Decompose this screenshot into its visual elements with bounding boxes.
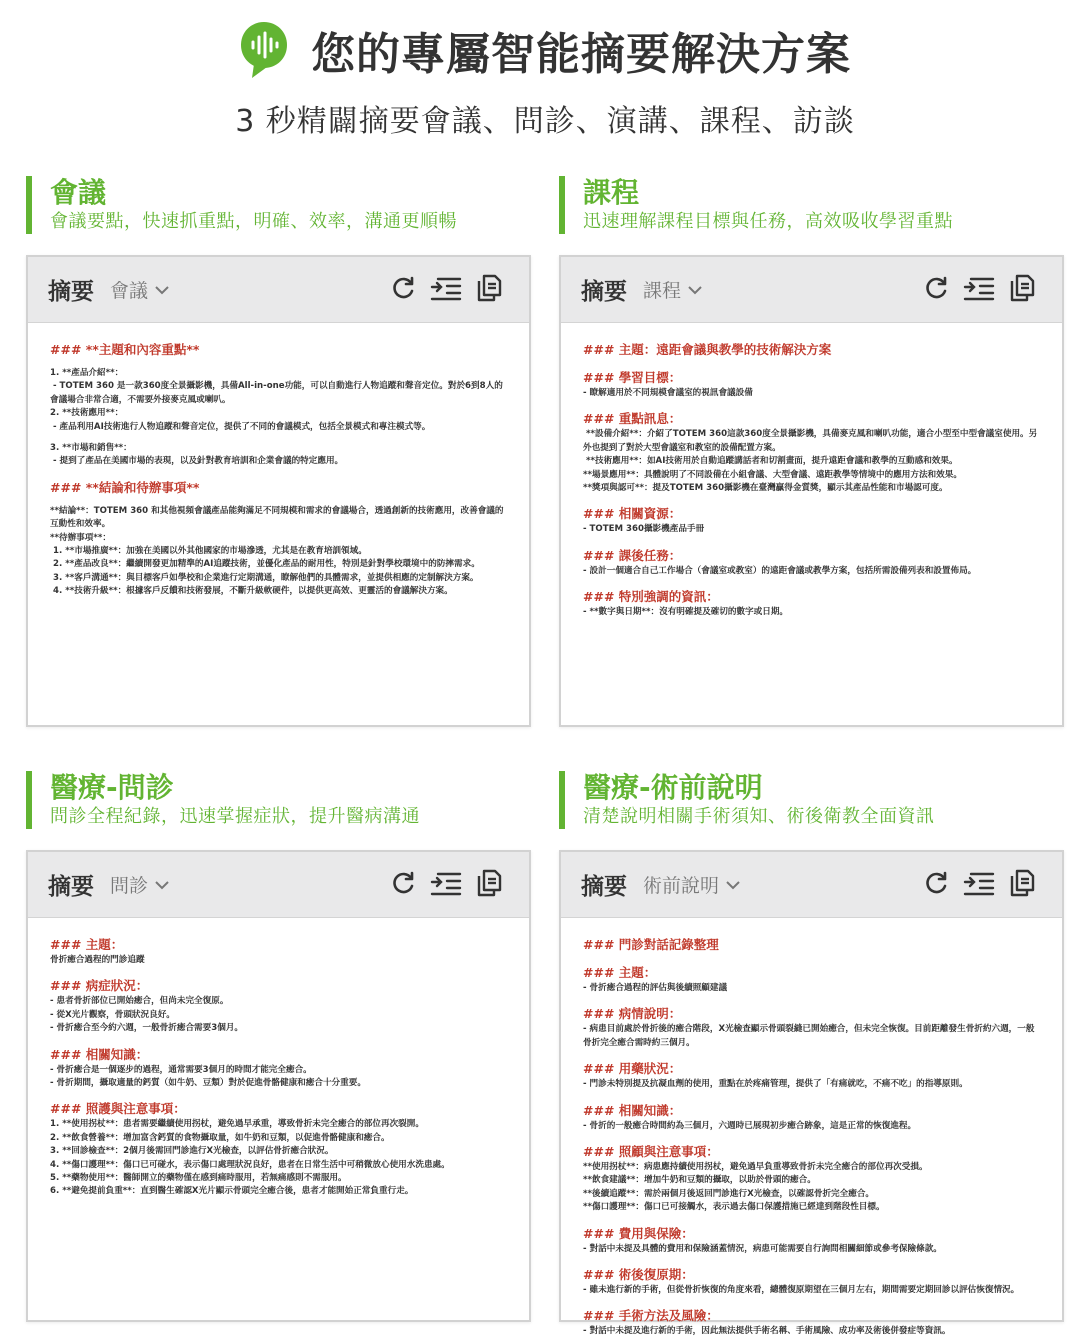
summary-heading: ### 主題： [50,937,124,952]
summary-heading: ### 重點訊息： [583,411,682,427]
summary-paragraph: 骨折癒合過程的門診追蹤 [50,955,145,965]
card-header [561,257,1062,323]
summary-heading: ### 費用與保險： [583,1225,694,1241]
page-subtitle: 3 秒精闢摘要會議、問診、演講、課程、訪談 [235,104,855,139]
summary-heading: ### 特別強調的資訊： [583,589,719,605]
summary-content [561,323,1062,620]
copy-icon[interactable] [1008,273,1036,303]
card-label: 摘要 [48,279,94,305]
summary-heading: ### 相關知識： [50,1046,149,1062]
chevron-down-icon [725,880,741,890]
section-header [26,771,531,829]
summary-heading: ### 門診對話記錄整理 [583,937,719,952]
summary-paragraph: - 骨折癒合是一個逐步的過程，通常需要3個月的時間才能完全癒合。 - 骨折期間，攝取適量的鈣質（如牛奶、豆類）對於促進骨骼健康和癒合十分重要。 [50,1064,366,1089]
card-toolbar [391,273,503,303]
refresh-icon[interactable] [924,275,950,301]
summary-card [26,850,531,1322]
card-label: 摘要 [581,279,627,305]
section-header [559,771,1064,829]
page-title: 您的專屬智能摘要解決方案 [311,29,851,80]
copy-icon[interactable] [475,273,503,303]
summary-card [559,255,1064,727]
summary-type-value: 會議 [110,280,149,302]
summary-type-select[interactable] [643,276,703,303]
summary-heading: ### 主題： [583,965,657,980]
spacer [50,359,507,367]
summary-content [561,918,1062,1336]
summary-type-select[interactable] [643,871,741,898]
section-title: 醫療-術前說明 [583,771,763,804]
sound-wave-bubble-icon [239,20,289,80]
refresh-icon[interactable] [924,870,950,896]
section-title: 醫療-問診 [50,771,174,804]
summary-heading: ### 相關資源： [583,506,682,522]
copy-icon[interactable] [1008,868,1036,898]
summary-paragraph: - 患者骨折部位已開始癒合，但尚未完全復原。 - 從X光片觀察，骨頭狀況良好。 - 骨折癒合至今約六週，一般骨折癒合需要3個月。 [50,996,244,1034]
list-settings-icon[interactable] [962,870,996,896]
summary-heading: ### 手術方法及風險： [583,1308,719,1324]
refresh-icon[interactable] [391,870,417,896]
summary-content [28,918,529,1199]
summary-heading: ### 術後復原期： [583,1267,694,1283]
summary-paragraph: **設備介紹**：介紹了TOTEM 360這款360度全景攝影機，具備麥克風和喇叭功能，適合小型至中型會議室使用。另外也提到了對於大型會議室和教室的設備配置方案。 **技術應用**：如AI技術用於自動追蹤講話者和切割畫面，提升遠距會議和教學的互動感和效果。 **場景應用**：具體說明了不同設備在小組會議、大型會議、遠距教學等情境中的應用方法和效果。 **獎項與認可**：提及TOTEM 360攝影機在臺灣贏得金質獎，顯示其產品性能和市場認可度。 [583,429,1038,494]
copy-icon[interactable] [475,868,503,898]
card-toolbar [391,868,503,898]
section-preop [559,771,1064,1336]
summary-type-value: 問診 [110,875,149,897]
summary-paragraph: - 門診未特別提及抗凝血劑的使用，重點在於疼痛管理，提供了「有痛就吃，不痛不吃」的指導原則。 [583,1079,968,1090]
summary-heading: ### 主題：遠距會議與教學的技術解決方案 [583,342,832,357]
summary-heading: ### 用藥狀況： [583,1061,682,1077]
summary-type-value: 術前說明 [643,875,720,897]
summary-paragraph: - 骨折的一般癒合時間約為三個月，六週時已展現初步癒合跡象，這是正常的恢復進程。 [583,1120,917,1131]
card-header [28,257,529,323]
summary-heading: ### 病情說明： [583,1006,682,1022]
summary-heading: ### 照顧與注意事項： [583,1144,719,1160]
summary-paragraph: - 骨折癒合過程的評估與後續照顧建議 [583,983,728,993]
chevron-down-icon [154,880,170,890]
list-settings-icon[interactable] [429,870,463,896]
card-label: 摘要 [48,874,94,900]
chevron-down-icon [154,285,170,295]
summary-paragraph: - 設計一個適合自己工作場合（會議室或教室）的遠距會議或教學方案，包括所需設備列表和設置佈局。 [583,565,977,576]
spacer [50,497,507,505]
card-header [28,852,529,918]
section-desc: 問診全程紀錄，迅速掌握症狀，提升醫病溝通 [50,806,420,827]
summary-paragraph: - TOTEM 360攝影機產品手冊 [583,524,705,535]
spacer [50,434,507,442]
summary-paragraph: - 瞭解適用於不同規模會議室的視訊會議設備 [583,388,753,398]
section-desc: 清楚說明相關手術須知、術後衛教全面資訊 [583,806,935,827]
summary-content [28,323,529,599]
summary-card [26,255,531,727]
summary-type-value: 課程 [643,280,682,302]
section-desc: 迅速理解課程目標與任務，高效吸收學習重點 [583,211,953,232]
hero-title-row [0,18,1090,82]
card-toolbar [924,273,1036,303]
summary-heading: ### **結論和待辦事項** [50,479,200,495]
section-title: 會議 [50,176,107,209]
summary-type-select[interactable] [110,276,170,303]
summary-card [559,850,1064,1336]
summary-heading: ### 相關知識： [583,1102,682,1118]
summary-paragraph: - **數字與日期**：沒有明確提及確切的數字或日期。 [583,607,789,618]
summary-heading: ### 課後任務： [583,547,682,563]
summary-paragraph: - 病患目前處於骨折後的癒合階段，X光檢查顯示骨頭裂縫已開始癒合，但未完全恢復。目前距離發生骨折約六週，一般骨折完全癒合需時約三個月。 [583,1024,1035,1048]
summary-paragraph: 1. **產品介紹**： - TOTEM 360 是一款360度全景攝影機，具備All-in-one功能，可以自動進行人物追蹤和聲音定位。對於6到8人的會議場合非常合適，不需要外接麥克風或喇叭。 2. **技術應用**： - 產品利用AI技術進行人物追蹤和聲音定位，提供了不同的會議模式，包括全景模式和專注模式等。 [50,368,503,432]
section-clinic [26,771,531,1197]
card-label: 摘要 [581,874,627,900]
card-header [561,852,1062,918]
summary-paragraph: 3. **市場和銷售**： - 提到了產品在美國市場的表現，以及針對教育培訓和企業會議的特定應用。 [50,443,344,467]
summary-heading: ### 照護與注意事項： [50,1101,186,1117]
summary-paragraph: 1. **使用拐杖**：患者需要繼續使用拐杖，避免過早承重，導致骨折未完全癒合的部位再次裂開。 2. **飲食營養**：增加富含鈣質的食物攝取量，如牛奶和豆類，以促進骨骼健康和癒合。 3. **回診檢查**：2個月後需回門診進行X光檢查，以評估骨折癒合狀況。 4. **傷口護理**：傷口已可碰水，表示傷口處理狀況良好，患者在日常生活中可稍微放心使用水洗患處。 5. **藥物使用**：醫師開立的藥物僅在感到痛時服用，若無痛感則不需服用。 6. **避免提前負重**：直到醫生確認X光片顯示骨頭完全癒合後，患者才能開始正常負重行走。 [50,1119,450,1197]
section-desc: 會議要點，快速抓重點，明確、效率，溝通更順暢 [50,211,457,232]
summary-paragraph: - 雖未進行新的手術，但從骨折恢復的角度來看，總體復原期望在三個月左右，期間需要定期回診以評估恢復情況。 [583,1285,1020,1296]
summary-heading: ### 學習目標： [583,370,682,385]
summary-paragraph: **使用拐杖**：病患應持續使用拐杖，避免過早負重導致骨折未完全癒合的部位再次受損。 **飲食建議**：增加牛奶和豆類的攝取，以助於骨頭的癒合。 **後續追蹤**：需於兩個月後返回門診進行X光檢查，以確認骨折完全癒合。 **傷口護理**：傷口已可接觸水，表示過去傷口保護措施已經達到階段性目標。 [583,1162,928,1213]
section-title: 課程 [583,176,640,209]
card-toolbar [924,868,1036,898]
section-meeting [26,176,531,597]
summary-type-select[interactable] [110,871,170,898]
section-header [559,176,1064,234]
summary-heading: ### 病症狀況： [50,978,149,994]
section-course [559,176,1064,618]
chevron-down-icon [687,285,703,295]
summary-paragraph: - 對話中未提及進行新的手術，因此無法提供手術名稱、手術風險、成功率及術後併發症等資訊。 [583,1326,951,1336]
list-settings-icon[interactable] [962,275,996,301]
hero-header [0,18,1090,140]
summary-heading: ### **主題和內容重點** [50,342,200,357]
list-settings-icon[interactable] [429,275,463,301]
section-header [26,176,531,234]
summary-paragraph: - 對話中未提及具體的費用和保險涵蓋情況，病患可能需要自行詢問相關細節或參考保險條款。 [583,1243,942,1254]
refresh-icon[interactable] [391,275,417,301]
summary-paragraph: **結論**：TOTEM 360 和其他視頻會議產品能夠滿足不同規模和需求的會議場合，透過創新的技術應用，改善會議的互動性和效率。 **待辦事項**： 1. **市場推廣**：加強在美國以外其他國家的市場滲透，尤其是在教育培訓領域。 2. **產品改良**：繼續開發更加精準的AI追蹤技術，並優化產品的耐用性，特別是針對學校環境中的防摔需求。 3. **客戶溝通**：與目標客戶如學校和企業進行定期溝通，瞭解他們的具體需求，並提供相應的定制解決方案。 4. **技術升級**：根據客戶反饋和技術發展，不斷升級軟硬件，以提供更高效、更靈活的會議解決方案。 [50,505,504,597]
